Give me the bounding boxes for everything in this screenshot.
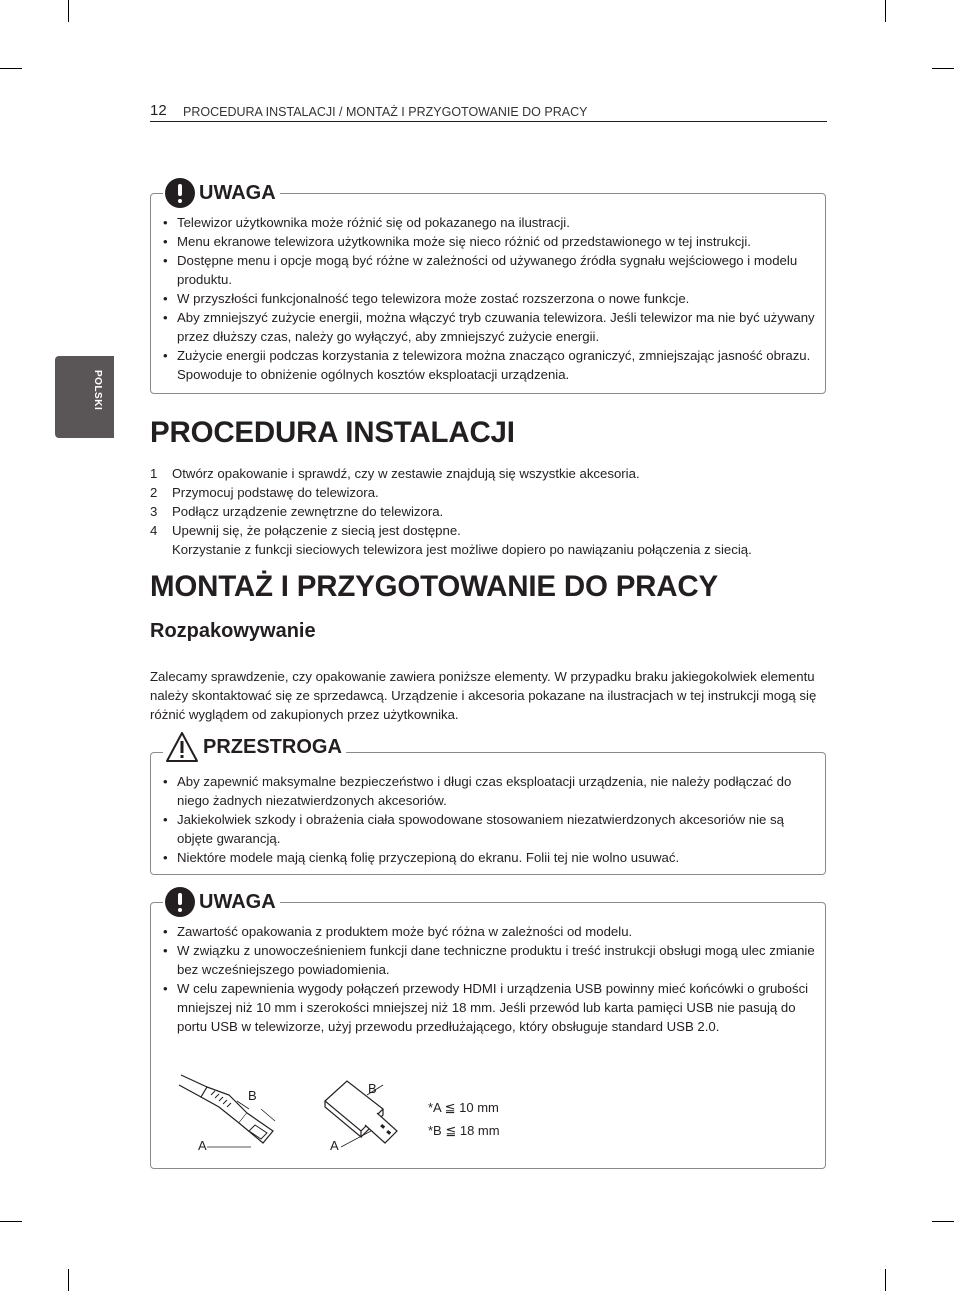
list-item: • W celu zapewnienia wygody połączeń przewody HDMI i urządzenia USB powinny mieć końcówki o grubości mniejszej niż 10 mm i szerokości mniejszej niż 18 mm. Jeśli przewód lub karta pamięci USB nie pasują do portu USB w telewizorze, użyj przewodu przedłużającego, który obsługuje standard USB 2.0. bbox=[163, 979, 815, 1036]
page-header bbox=[150, 101, 827, 122]
list-item: • Menu ekranowe telewizora użytkownika może się nieco różnić od przedstawionego w tej instrukcji. bbox=[163, 232, 815, 251]
step-item bbox=[150, 483, 840, 502]
note-list bbox=[163, 213, 815, 384]
step-text: Otwórz opakowanie i sprawdź, czy w zestawie znajdują się wszystkie akcesoria. bbox=[172, 466, 640, 481]
step-number: 1 bbox=[150, 466, 158, 481]
crop-mark bbox=[68, 0, 69, 22]
list-item: • Zawartość opakowania z produktem może być różna w zależności od modelu. bbox=[163, 922, 815, 941]
hdmi-label-a: A bbox=[198, 1138, 207, 1153]
step-number: 4 bbox=[150, 523, 158, 538]
hdmi-connector-illustration bbox=[177, 1073, 289, 1155]
list-item: • Jakiekolwiek szkody i obrażenia ciała spowodowane stosowaniem niezatwierdzonych akcesoriów nie są objęte gwarancją. bbox=[163, 810, 815, 848]
step-text: Przymocuj podstawę do telewizora. bbox=[172, 485, 379, 500]
list-item: • W związku z unowocześnieniem funkcji dane techniczne produktu i treść instrukcji obsługi mogą ulec zmianie bez wcześniejszego powiadomienia. bbox=[163, 941, 815, 979]
list-item: • Aby zapewnić maksymalne bezpieczeństwo i długi czas eksploatacji urządzenia, nie należy podłączać do niego żadnych niezatwierdzonych akcesoriów. bbox=[163, 772, 815, 810]
section-title: PROCEDURA INSTALACJI bbox=[150, 416, 515, 449]
note-header bbox=[163, 885, 280, 919]
list-item: • Dostępne menu i opcje mogą być różne w zależności od używanego źródła sygnału wejściowego i modelu produktu. bbox=[163, 251, 815, 289]
caution-label: PRZESTROGA bbox=[203, 735, 342, 758]
step-number: 2 bbox=[150, 485, 158, 500]
crop-mark bbox=[932, 68, 954, 69]
list-item: • W przyszłości funkcjonalność tego telewizora może zostać rozszerzona o nowe funkcje. bbox=[163, 289, 815, 308]
usb-label-a: A bbox=[330, 1138, 339, 1153]
crop-mark bbox=[0, 68, 22, 69]
note-label: UWAGA bbox=[199, 181, 276, 204]
exclamation-circle-icon bbox=[165, 178, 195, 208]
step-text: Korzystanie z funkcji sieciowych telewizora jest możliwe dopiero po nawiązaniu połączenia z siecią. bbox=[172, 542, 752, 557]
step-item bbox=[150, 464, 840, 483]
crop-mark bbox=[0, 1221, 22, 1222]
intro-paragraph: Zalecamy sprawdzenie, czy opakowanie zawiera poniższe elementy. W przypadku braku jakiegokolwiek elementu należy skontaktować się ze sprzedawcą. Urządzenie i akcesoria pokazane na ilustracjach w tej instrukcji mogą się różnić wyglądem od zakupionych przez użytkownika. bbox=[150, 669, 817, 722]
note-box bbox=[150, 181, 826, 394]
step-text: Podłącz urządzenie zewnętrzne do telewizora. bbox=[172, 504, 444, 519]
hdmi-label-b: B bbox=[248, 1088, 257, 1103]
caution-box bbox=[150, 735, 826, 875]
step-item bbox=[150, 502, 840, 521]
list-item: • Aby zmniejszyć zużycie energii, można włączyć tryb czuwania telewizora. Jeśli telewizor ma nie być używany przez dłuższy czas, należy go wyłączyć, aby zmniejszyć zużycie energii. bbox=[163, 308, 815, 346]
crop-mark bbox=[932, 1221, 954, 1222]
step-item bbox=[150, 521, 840, 540]
language-tab-label: POLSKI bbox=[92, 370, 103, 411]
note-box bbox=[150, 890, 826, 1169]
crop-mark bbox=[885, 0, 886, 22]
step-number: 3 bbox=[150, 504, 158, 519]
crop-mark bbox=[885, 1269, 886, 1291]
running-title: PROCEDURA INSTALACJI / MONTAŻ I PRZYGOTOWANIE DO PRACY bbox=[183, 105, 588, 119]
step-text: Upewnij się, że połączenie z siecią jest dostępne. bbox=[172, 523, 461, 538]
list-item: • Telewizor użytkownika może różnić się od pokazanego na ilustracji. bbox=[163, 213, 815, 232]
warning-triangle-icon bbox=[165, 731, 199, 763]
step-item bbox=[150, 540, 840, 559]
section-title: MONTAŻ I PRZYGOTOWANIE DO PRACY bbox=[150, 570, 718, 603]
note-label: UWAGA bbox=[199, 890, 276, 913]
caution-list bbox=[163, 772, 815, 867]
list-item: • Zużycie energii podczas korzystania z telewizora można znacząco ograniczyć, zmniejszając jasność obrazu. Spowoduje to obniżenie ogólnych kosztów eksploatacji urządzenia. bbox=[163, 346, 815, 384]
install-steps bbox=[150, 464, 840, 559]
language-tab bbox=[55, 356, 114, 438]
crop-mark bbox=[68, 1269, 69, 1291]
spec-b: *B ≦ 18 mm bbox=[428, 1123, 500, 1138]
note-header bbox=[163, 176, 280, 210]
spec-a: *A ≦ 10 mm bbox=[428, 1100, 499, 1115]
list-item: • Niektóre modele mają cienką folię przyczepioną do ekranu. Folii tej nie wolno usuwać. bbox=[163, 848, 815, 867]
caution-header bbox=[163, 730, 346, 764]
usb-label-b: B bbox=[368, 1081, 377, 1096]
page-number: 12 bbox=[150, 102, 167, 119]
subsection-title: Rozpakowywanie bbox=[150, 620, 316, 642]
exclamation-circle-icon bbox=[165, 887, 195, 917]
note-list bbox=[163, 922, 815, 1036]
